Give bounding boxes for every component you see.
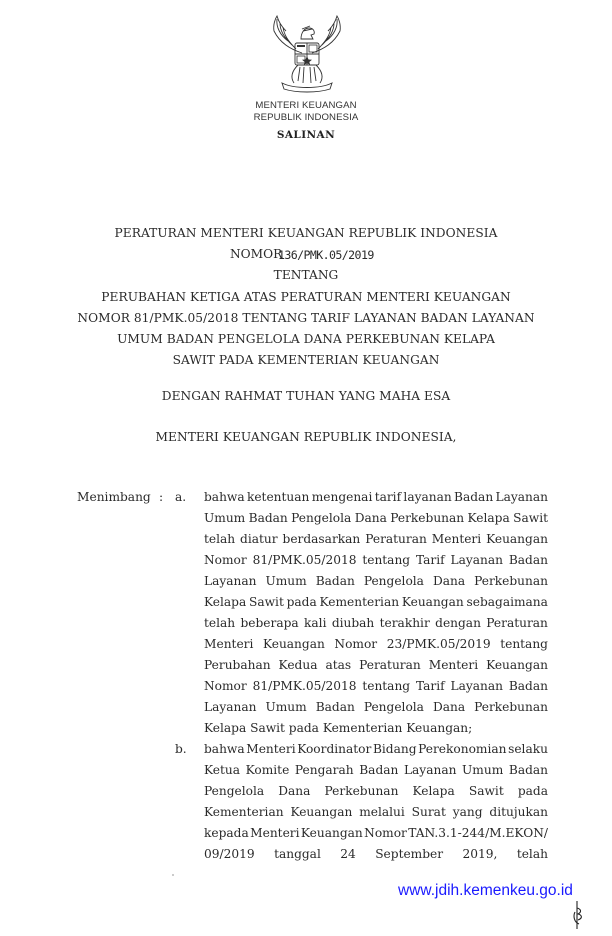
invocation: DENGAN RAHMAT TUHAN YANG MAHA ESA [161,389,451,403]
item-a-line: bahwa ketentuan mengenai tarif layanan Badan Layanan [204,490,548,504]
item-a-line: Nomor 81/PMK.05/2018 tentang Tarif Layanan Badan [204,679,548,693]
item-a-line: Kelapa Sawit pada Kementerian Keuangan; [204,721,473,735]
nomor-value: 136/PMK.05/2019 [278,248,374,262]
menimbang-colon: : [159,490,164,504]
item-a-marker: a. [175,490,187,504]
regulation-title: PERATURAN MENTERI KEUANGAN REPUBLIK INDONESIA [114,226,498,240]
item-b-line: 09/2019 tanggal 24 September 2019, telah [204,847,548,861]
item-b-marker: b. [175,742,187,756]
item-a-line: telah beberapa kali diubah terakhir dengan Peraturan [204,616,548,630]
garuda-emblem-icon [268,13,346,97]
item-a-line: Umum Badan Pengelola Dana Perkebunan Kelapa Sawit [204,511,548,525]
item-a-line: Layanan Umum Badan Pengelola Dana Perkebunan [204,700,548,714]
institution-line-1: MENTERI KEUANGAN [255,100,357,111]
item-b-line: Kementerian Keuangan melalui Surat yang ditujukan [204,805,548,819]
item-b-line: Pengelola Dana Perkebunan Kelapa Sawit pada [204,784,548,798]
item-a-line: Kelapa Sawit pada Kementerian Keuangan sebagaimana [204,595,548,609]
subject-line-4: SAWIT PADA KEMENTERIAN KEUANGAN [172,353,440,367]
item-b-line: kepada Menteri Keuangan Nomor TAN.3.1-244/M.EKON/ [204,826,548,840]
jdih-website-link[interactable]: www.jdih.kemenkeu.go.id [398,882,573,899]
item-a-line: Nomor 81/PMK.05/2018 tentang Tarif Layanan Badan [204,553,548,567]
salinan-stamp: SALINAN [276,129,336,141]
issuer: MENTERI KEUANGAN REPUBLIK INDONESIA, [155,430,457,444]
paraf-icon [572,900,586,930]
subject-line-2: NOMOR 81/PMK.05/2018 TENTANG TARIF LAYANAN BADAN LAYANAN [77,311,535,325]
subject-line-1: PERUBAHAN KETIGA ATAS PERATURAN MENTERI KEUANGAN [101,290,511,304]
item-a-line: Perubahan Kedua atas Peraturan Menteri Keuangan [204,658,548,672]
item-a-line: Menteri Keuangan Nomor 23/PMK.05/2019 tentang [204,637,548,651]
item-a-line: Layanan Umum Badan Pengelola Dana Perkebunan [204,574,548,588]
item-b-line: bahwa Menteri Koordinator Bidang Perekonomian selaku [204,742,548,756]
tentang-heading: TENTANG [273,268,339,282]
nomor-label: NOMOR [230,247,283,261]
item-b-line: Ketua Komite Pengarah Badan Layanan Umum Badan [204,763,548,777]
subject-line-3: UMUM BADAN PENGELOLA DANA PERKEBUNAN KELAPA [117,332,495,346]
menimbang-label: Menimbang [77,490,151,504]
institution-line-2: REPUBLIK INDONESIA [253,112,359,123]
item-a-line: telah diatur berdasarkan Peraturan Menteri Keuangan [204,532,548,546]
scan-speck [172,874,174,876]
